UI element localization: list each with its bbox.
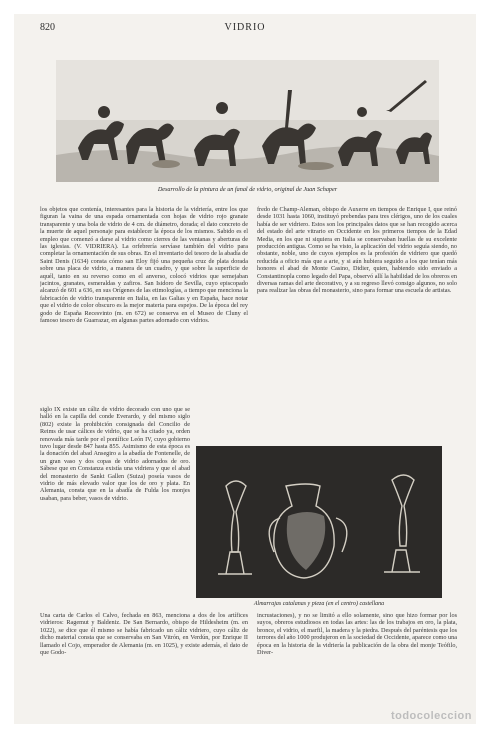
paragraph: Una carta de Carlos el Calvo, fechada en 863, menciona a dos de los artífices vidrieros: Ragemut y Baldeniz. De San Bernardo, obispo de Hildesheim (m. en 1022), se dice que él mismo se había fabricado un cáliz vidriero, cuyo cáliz de dicho material consta que se conservaba en San Vitrón, en Verdún, por Enrique II llamado el Cojo, emperador de Alemania (m. en 1025), y existe además, el dato de que Godo- [40, 612, 248, 657]
page-header [40, 22, 450, 36]
paragraph: fredo de Champ-Aleman, obispo de Auxerre en tiempos de Enrique I, que reinó desde 1031 hasta 1060, instituyó prebendas para tres clérigos, uno de los cuales había de ser vidriero. Estos son los principales datos que se han recogido acerca del estado del arte vitrario en Occidente en los primeros tiempos de la Edad Media, en los que ni siquiera en Italia se conservaban huellas de su excelente producción antigua. Como se ha visto, la aplicación del vidrio seguía siendo, no obstante, noble, uno de cuyos ejemplos es la profesión de vidriero que quedó reducida a oficio más que a arte, y si aún hubiera seguido a los que tenían más honores el abad de Monte Casino, Didier, quien, habiendo sido enviado a Constantinopla como legado del Papa, observó allí la habilidad de los obreros en diversas ramas del arte decorativo, y a su regreso llevó consigo algunos, no solo para realizar las obras del monasterio, sino para formar una escuela de artistas. [257, 206, 457, 295]
page-title: VIDRIO [224, 22, 266, 33]
text-column-left-bottom [40, 612, 248, 698]
watermark: todocoleccion [390, 710, 472, 722]
text-column-left [40, 206, 248, 406]
paragraph: siglo IX existe un cáliz de vidrio decorado con uno que se halló en la capilla del conde Everardo, y del mismo siglo (802) existe la prohibición consignada del Concilio de Reims de usar cálices de vidrio, que se ha citado ya, orden renovada más tarde por el pontífice León IV, cuyo gobierno tuvo lugar desde 847 hasta 855. Asimismo de esta época es la donación del abad Ansegiro a la abadía de Fontenelle, de un gran vaso y dos copas de vidrio adornados de oro. Sábese que en Constanza existía una vidriera y que el abad del monasterio de Sankt Gallen (Suiza) poseía vasos de vidrio de más elevado valor que los de oro y plata. En Alemania, consta que en la abadía de Fulda los monjes usaban, para beber, vasos de vidrio. [40, 406, 190, 502]
top-figure-caption: Desarrollo de la pintura de un fanal de vidrio, original de Juan Schaper [157, 186, 338, 193]
page-number: 820 [40, 22, 55, 33]
text-column-right [257, 206, 457, 406]
glassware-photo [196, 446, 442, 598]
top-illustration [56, 60, 439, 182]
text-column-right-bottom [257, 612, 457, 698]
middle-figure-caption: Almarrajas catalanas y pieza (en el centro) castellana [253, 601, 385, 607]
paragraph: incrustaciones), y no se limitó a ello solamente, sino que hizo formar por los suyos, obreros estudiosos en todas las artes: las de los trabajos en oro, la plata, bronce, el vidrio, el marfil, la madera y la piedra. Después del paréntesis que los terrores del año 1000 produjeron en la sociedad de Occidente, aparece como una época en la historia de la vidriería la publicación de la obra del monje Teófilo, Diver- [257, 612, 457, 657]
paragraph: los objetos que contenía, interesantes para la historia de la vidriería, entre los que figuran la vaina de una espada ornamentada con hojas de vidrio rojo granate transparente y una bola de vidrio de 4 cm. de diámetro, dorada; el dato concreto de la muerte de aquel personaje para establecer la época de los mismos. Sabido es el empleo que comenzó a darse al vidrio como cierres de las ventanas y aberturas de las iglesias. (V. VIDRIERA). La orfebrería servíase también del vidrio para completar la ornamentación de sus obras. En el inventario del tesoro de la abadía de Saint Denis (1634) consta cómo san Eloy fijó una pequeña cruz de plata dorada sobre una placa de vidrio, a manera de un cuadro, y que sobre la superficie de aquél, tanto en su reverso como en el anverso, colocó vidrios que semejaban jacintos, granates, esmeraldas y zafiros. San Isidoro de Sevilla, cuyo episcopado alcanzó de 601 a 636, en sus Orígenes de las etimologías, a tiempo que menciona la fabricación de vidrio transparente en Italia, en las Galias y en España, hace notar que el vidrio de color obscuro es la mejor materia para espejos. De la época del rey godo de España Recesvinto (m. en 672) se conserva en el Museo de Cluny el famoso tesoro de Guarrazar, en algunas partes adornado con vidrios. [40, 206, 248, 325]
